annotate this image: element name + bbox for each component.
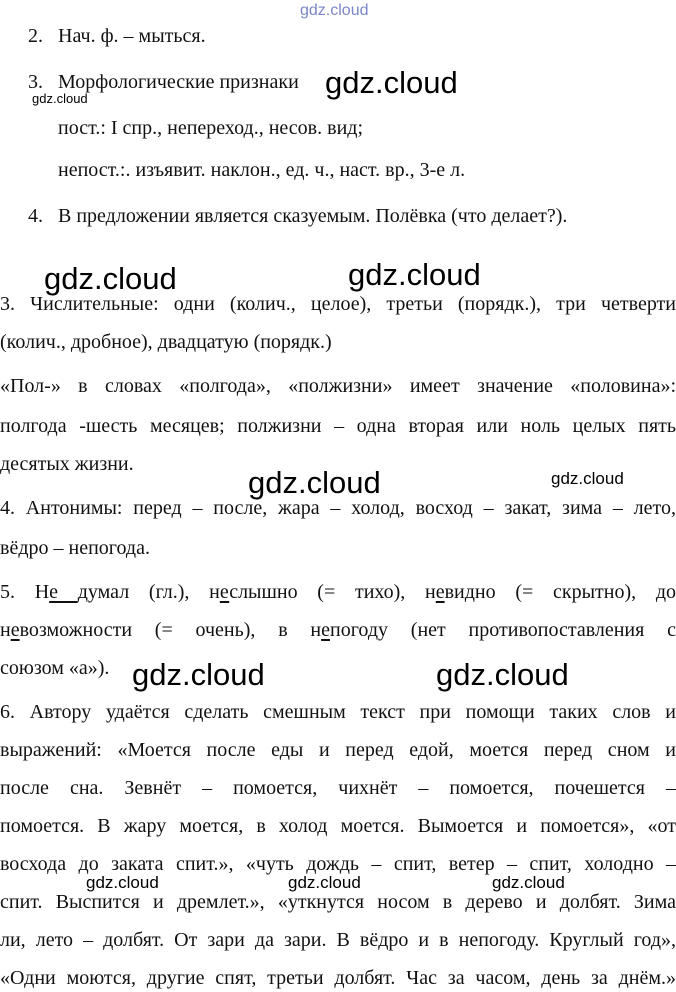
watermark: gdz.cloud bbox=[44, 261, 177, 296]
item-2 bbox=[28, 24, 206, 48]
para-6-line: помоется. В жару моется, в холод моется. Вымоется и помоется», «от bbox=[0, 815, 676, 837]
para-3-line: 3. Числительные: одни (колич., целое), третьи (порядк.), три четверти bbox=[0, 293, 676, 315]
watermark: gdz.cloud bbox=[348, 257, 481, 292]
para-6-line: «Одни моются, другие спят, третьи долбят. Час за часом, день за днём.» bbox=[0, 967, 676, 989]
watermark: gdz.cloud bbox=[325, 65, 458, 100]
item-4 bbox=[28, 204, 567, 228]
watermark: gdz.cloud bbox=[436, 657, 569, 692]
text-run: н bbox=[0, 619, 11, 641]
para-5-line: союзом «а»). bbox=[0, 657, 110, 679]
watermark-small: gdz.cloud bbox=[492, 873, 565, 892]
para-6-line: выражений: «Моется после еды и перед едой, моется перед сном и bbox=[0, 739, 676, 761]
item-4-text: В предложении является сказуемым. Полёвка (что делает?). bbox=[58, 205, 568, 227]
para-5-line bbox=[0, 618, 676, 642]
para-pol-line: десятых жизни. bbox=[0, 453, 134, 475]
underlined-letter: е bbox=[435, 581, 445, 603]
para-pol-line: полгода -шесть месяцев; полжизни – одна вторая или ноль целых пять bbox=[0, 415, 676, 437]
para-6-line: 6. Автору удаётся сделать смешным текст при помощи таких слов и bbox=[0, 701, 676, 723]
para-6-line: восхода до заката спит.», «чуть дождь – спит, ветер – спит, холодно – bbox=[0, 853, 676, 875]
text-run: слышно (= тихо), н bbox=[229, 581, 436, 603]
item-2-number: 2. bbox=[28, 25, 43, 47]
item-3-text: Морфологические признаки bbox=[58, 71, 299, 93]
item-3-number: 3. bbox=[28, 71, 43, 93]
item-2-text: Нач. ф. – мыться. bbox=[58, 25, 206, 47]
watermark-small: gdz.cloud bbox=[288, 873, 361, 892]
para-4-line: 4. Антонимы: перед – после, жара – холод, восход – закат, зима – лето, bbox=[0, 497, 676, 519]
para-6-line: после сна. Зевнёт – помоется, чихнёт – помоется, почешется – bbox=[0, 777, 676, 799]
para-3-line: (колич., дробное), двадцатую (порядк.) bbox=[0, 331, 332, 353]
underlined-letter: е bbox=[10, 619, 20, 641]
watermark-small: gdz.cloud bbox=[32, 91, 88, 106]
text-run: погоду (нет противопоставления с bbox=[330, 619, 676, 641]
underlined-letter: е bbox=[49, 581, 78, 603]
item-3-nepost: непост.:. изъявит. наклон., ед. ч., наст. вр., 3-е л. bbox=[58, 159, 466, 181]
text-run: возможности (= очень), в н bbox=[19, 619, 322, 641]
watermark-top: gdz.cloud bbox=[300, 2, 369, 19]
text-run: думал (гл.), н bbox=[77, 581, 220, 603]
para-5-line bbox=[0, 580, 676, 604]
underlined-letter: е bbox=[219, 581, 230, 603]
para-6-line: ли, лето – долбят. От зари да зари. В вёдро и в непогоду. Круглый год», bbox=[0, 929, 676, 951]
item-3-post: пост.: I спр., непереход., несов. вид; bbox=[58, 117, 363, 139]
text-run: 5. Н bbox=[0, 581, 50, 603]
watermark-small: gdz.cloud bbox=[86, 873, 159, 892]
text-run: видно (= скрытно), до bbox=[444, 581, 676, 603]
para-4-line: вёдро – непогода. bbox=[0, 537, 150, 559]
watermark: gdz.cloud bbox=[132, 657, 265, 692]
watermark-small: gdz.cloud bbox=[551, 469, 624, 488]
para-6-line: спит. Выспится и дремлет.», «уткнутся носом в дерево и долбят. Зима bbox=[0, 891, 676, 913]
item-4-number: 4. bbox=[28, 205, 43, 227]
watermark: gdz.cloud bbox=[248, 465, 381, 500]
underlined-letter: е bbox=[321, 619, 331, 641]
para-pol-line: «Пол-» в словах «полгода», «полжизни» имеет значение «половина»: bbox=[0, 375, 676, 397]
